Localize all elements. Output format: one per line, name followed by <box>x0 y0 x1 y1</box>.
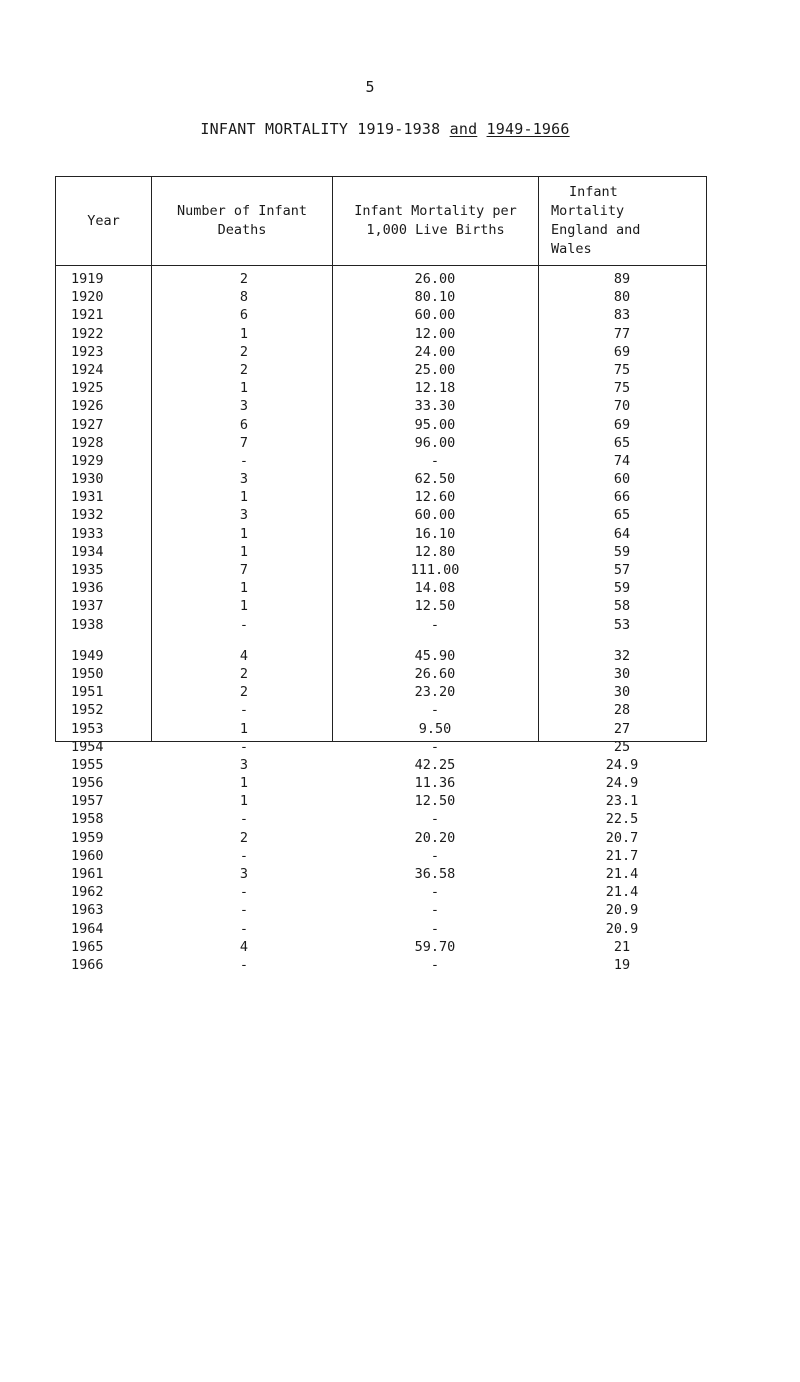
cell-year: 1926 <box>71 398 104 415</box>
cell-england-wales-rate: 75 <box>613 361 631 378</box>
cell-year: 1951 <box>71 684 104 701</box>
cell-rate: 12.50 <box>414 598 456 615</box>
cell-deaths: 1 <box>239 543 249 560</box>
cell-rate: - <box>430 902 440 919</box>
cell-england-wales-rate: 21.7 <box>605 847 639 864</box>
cell-rate: - <box>430 702 440 719</box>
cell-england-wales-rate: 30 <box>613 684 631 701</box>
cell-rate: 80.10 <box>414 289 456 306</box>
table-row <box>56 720 706 738</box>
cell-year: 1931 <box>71 489 104 506</box>
cell-england-wales-rate: 89 <box>613 271 631 287</box>
cell-deaths: - <box>239 902 249 919</box>
cell-year: 1962 <box>71 884 104 901</box>
cell-deaths: 7 <box>239 434 249 451</box>
cell-england-wales-rate: 65 <box>613 507 631 524</box>
cell-year: 1952 <box>71 702 104 719</box>
cell-rate: 12.60 <box>414 489 456 506</box>
table-row <box>56 616 706 634</box>
page-number: 5 <box>365 78 375 96</box>
cell-rate: 59.70 <box>414 938 456 955</box>
cell-rate: 23.20 <box>414 684 456 701</box>
cell-year: 1966 <box>71 956 104 973</box>
table-row <box>56 416 706 434</box>
table-row <box>56 865 706 883</box>
cell-england-wales-rate: 77 <box>613 325 631 342</box>
cell-england-wales-rate: 25 <box>613 738 631 755</box>
table-row <box>56 379 706 397</box>
cell-rate: 62.50 <box>414 471 456 488</box>
cell-rate: 26.60 <box>414 665 456 682</box>
cell-rate: - <box>430 811 440 828</box>
table-row <box>56 306 706 324</box>
cell-deaths: - <box>239 452 249 469</box>
cell-england-wales-rate: 60 <box>613 471 631 488</box>
cell-rate: 42.25 <box>414 756 456 773</box>
cell-rate: 60.00 <box>414 507 456 524</box>
cell-england-wales-rate: 59 <box>613 580 631 597</box>
cell-year: 1934 <box>71 543 104 560</box>
cell-england-wales-rate: 24.9 <box>605 756 639 773</box>
table-row <box>56 561 706 579</box>
cell-year: 1960 <box>71 847 104 864</box>
cell-year: 1923 <box>71 343 104 360</box>
cell-england-wales-rate: 69 <box>613 416 631 433</box>
cell-england-wales-rate: 53 <box>613 616 631 633</box>
cell-england-wales-rate: 65 <box>613 434 631 451</box>
cell-england-wales-rate: 80 <box>613 289 631 306</box>
cell-rate: 12.00 <box>414 325 456 342</box>
table-row <box>56 738 706 756</box>
cell-rate: 45.90 <box>414 647 456 664</box>
table-row <box>56 343 706 361</box>
cell-england-wales-rate: 22.5 <box>605 811 639 828</box>
cell-england-wales-rate: 74 <box>613 452 631 469</box>
table-body <box>56 270 706 974</box>
cell-rate: - <box>430 738 440 755</box>
cell-england-wales-rate: 30 <box>613 665 631 682</box>
cell-england-wales-rate: 21.4 <box>605 884 639 901</box>
cell-deaths: 3 <box>239 398 249 415</box>
table-row <box>56 756 706 774</box>
title-connector: and <box>449 120 478 138</box>
table-row <box>56 647 706 665</box>
table-row <box>56 792 706 810</box>
cell-deaths: - <box>239 956 249 973</box>
cell-deaths: - <box>239 738 249 755</box>
cell-rate: - <box>430 452 440 469</box>
cell-year: 1933 <box>71 525 104 542</box>
cell-year: 1924 <box>71 361 104 378</box>
table-row <box>56 829 706 847</box>
infant-mortality-table <box>55 176 707 973</box>
cell-year: 1925 <box>71 380 104 397</box>
cell-rate: 33.30 <box>414 398 456 415</box>
cell-year: 1957 <box>71 793 104 810</box>
cell-england-wales-rate: 32 <box>613 647 631 664</box>
table-row <box>56 774 706 792</box>
cell-deaths: - <box>239 702 249 719</box>
table-row <box>56 325 706 343</box>
cell-rate: 12.80 <box>414 543 456 560</box>
table-row <box>56 847 706 865</box>
cell-deaths: 1 <box>239 380 249 397</box>
cell-deaths: 2 <box>239 343 249 360</box>
cell-england-wales-rate: 20.9 <box>605 920 639 937</box>
cell-year: 1953 <box>71 720 104 737</box>
cell-rate: 60.00 <box>414 307 456 324</box>
table-row <box>56 543 706 561</box>
cell-rate: 96.00 <box>414 434 456 451</box>
cell-deaths: 2 <box>239 271 249 287</box>
cell-england-wales-rate: 24.9 <box>605 775 639 792</box>
table-row <box>56 470 706 488</box>
cell-england-wales-rate: 27 <box>613 720 631 737</box>
table-row <box>56 525 706 543</box>
header-england-wales-mortality: Infant Mortality England and Wales <box>551 184 641 257</box>
cell-year: 1922 <box>71 325 104 342</box>
table-row <box>56 956 706 974</box>
table-row <box>56 361 706 379</box>
header-divider <box>56 265 706 266</box>
cell-year: 1932 <box>71 507 104 524</box>
cell-deaths: 6 <box>239 416 249 433</box>
cell-rate: - <box>430 884 440 901</box>
cell-year: 1936 <box>71 580 104 597</box>
cell-year: 1921 <box>71 307 104 324</box>
table-row <box>56 270 706 288</box>
table-row <box>56 434 706 452</box>
table-row <box>56 810 706 828</box>
cell-england-wales-rate: 69 <box>613 343 631 360</box>
cell-year: 1935 <box>71 562 104 578</box>
cell-england-wales-rate: 57 <box>613 562 631 578</box>
cell-deaths: 1 <box>239 325 249 342</box>
cell-rate: 95.00 <box>414 416 456 433</box>
cell-deaths: 4 <box>239 647 249 664</box>
table-row <box>56 883 706 901</box>
title-second: 1949-1966 <box>486 120 570 138</box>
cell-england-wales-rate: 66 <box>613 489 631 506</box>
cell-england-wales-rate: 70 <box>613 398 631 415</box>
table-row <box>56 920 706 938</box>
cell-england-wales-rate: 23.1 <box>605 793 639 810</box>
title-main: INFANT MORTALITY 1919-1938 <box>200 120 441 138</box>
cell-england-wales-rate: 64 <box>613 525 631 542</box>
cell-rate: 24.00 <box>414 343 456 360</box>
cell-year: 1956 <box>71 775 104 792</box>
cell-deaths: - <box>239 884 249 901</box>
table-row <box>56 288 706 306</box>
cell-year: 1920 <box>71 289 104 306</box>
cell-england-wales-rate: 75 <box>613 380 631 397</box>
cell-year: 1919 <box>71 271 104 287</box>
page-title <box>0 120 770 138</box>
cell-england-wales-rate: 83 <box>613 307 631 324</box>
cell-year: 1954 <box>71 738 104 755</box>
cell-rate: - <box>430 616 440 633</box>
cell-deaths: 2 <box>239 829 249 846</box>
cell-year: 1949 <box>71 647 104 664</box>
cell-year: 1929 <box>71 452 104 469</box>
cell-year: 1928 <box>71 434 104 451</box>
cell-england-wales-rate: 28 <box>613 702 631 719</box>
table-row <box>56 579 706 597</box>
cell-year: 1938 <box>71 616 104 633</box>
table-row <box>56 683 706 701</box>
cell-deaths: 7 <box>239 562 249 578</box>
cell-deaths: 2 <box>239 684 249 701</box>
cell-deaths: 1 <box>239 525 249 542</box>
cell-deaths: 2 <box>239 361 249 378</box>
cell-year: 1965 <box>71 938 104 955</box>
cell-rate: 26.00 <box>414 271 456 287</box>
cell-england-wales-rate: 21.4 <box>605 866 639 882</box>
cell-deaths: - <box>239 920 249 937</box>
cell-deaths: 2 <box>239 665 249 682</box>
table-row <box>56 452 706 470</box>
cell-england-wales-rate: 20.7 <box>605 829 639 846</box>
cell-year: 1963 <box>71 902 104 919</box>
cell-year: 1937 <box>71 598 104 615</box>
cell-deaths: - <box>239 847 249 864</box>
cell-deaths: 1 <box>239 580 249 597</box>
cell-rate: 16.10 <box>414 525 456 542</box>
table-row <box>56 506 706 524</box>
cell-rate: - <box>430 956 440 973</box>
table-row <box>56 701 706 719</box>
header-mortality-rate: Infant Mortality per 1,000 Live Births <box>354 203 517 238</box>
table-row <box>56 397 706 415</box>
cell-rate: 111.00 <box>410 562 460 578</box>
cell-rate: 9.50 <box>418 720 452 737</box>
cell-rate: - <box>430 847 440 864</box>
cell-year: 1930 <box>71 471 104 488</box>
cell-year: 1961 <box>71 866 104 882</box>
cell-year: 1964 <box>71 920 104 937</box>
cell-deaths: 1 <box>239 720 249 737</box>
cell-deaths: 1 <box>239 598 249 615</box>
cell-england-wales-rate: 59 <box>613 543 631 560</box>
cell-year: 1950 <box>71 665 104 682</box>
cell-rate: 20.20 <box>414 829 456 846</box>
cell-england-wales-rate: 20.9 <box>605 902 639 919</box>
cell-deaths: 3 <box>239 756 249 773</box>
cell-deaths: 1 <box>239 775 249 792</box>
cell-year: 1955 <box>71 756 104 773</box>
table-row <box>56 665 706 683</box>
cell-rate: 14.08 <box>414 580 456 597</box>
cell-deaths: 1 <box>239 489 249 506</box>
cell-england-wales-rate: 19 <box>613 956 631 973</box>
cell-year: 1927 <box>71 416 104 433</box>
cell-year: 1959 <box>71 829 104 846</box>
cell-rate: 25.00 <box>414 361 456 378</box>
table-row <box>56 488 706 506</box>
cell-deaths: 1 <box>239 793 249 810</box>
cell-rate: 36.58 <box>414 866 456 882</box>
cell-england-wales-rate: 58 <box>613 598 631 615</box>
table-row <box>56 901 706 919</box>
header-year: Year <box>87 212 120 229</box>
cell-year: 1958 <box>71 811 104 828</box>
header-number-of-deaths: Number of Infant Deaths <box>176 203 308 238</box>
cell-deaths: - <box>239 616 249 633</box>
cell-rate: 11.36 <box>414 775 456 792</box>
cell-rate: 12.18 <box>414 380 456 397</box>
cell-deaths: 3 <box>239 471 249 488</box>
cell-deaths: 8 <box>239 289 249 306</box>
cell-deaths: 3 <box>239 507 249 524</box>
cell-rate: 12.50 <box>414 793 456 810</box>
cell-deaths: 4 <box>239 938 249 955</box>
table-row <box>56 938 706 956</box>
table-row <box>56 597 706 615</box>
cell-rate: - <box>430 920 440 937</box>
cell-deaths: 6 <box>239 307 249 324</box>
cell-deaths: - <box>239 811 249 828</box>
cell-deaths: 3 <box>239 866 249 882</box>
cell-england-wales-rate: 21 <box>613 938 631 955</box>
